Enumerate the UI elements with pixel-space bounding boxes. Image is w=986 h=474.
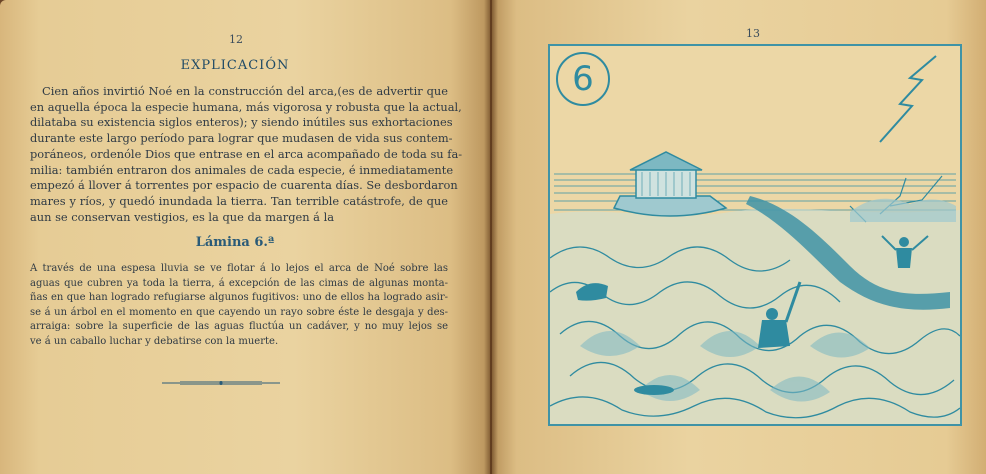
flood-illustration — [548, 44, 962, 426]
ornamental-rule — [160, 380, 282, 386]
text-line: durante este largo período para lograr que mudasen de vida sus contem- — [30, 131, 453, 146]
text-line: aguas que cubren ya toda la tierra, á excepción de las cimas de algunas monta- — [30, 277, 448, 289]
text-line: en aquella época la especie humana, más vigorosa y robusta que la actual, — [30, 99, 462, 114]
text-line: ñas en que han logrado refugiarse algunos fugitivos: uno de ellos ha logrado asir- — [30, 292, 448, 304]
plate-description-paragraph — [30, 262, 448, 350]
plate-subheading: Lámina 6.ª — [195, 235, 275, 250]
text-line: aun se conservan vestigios, es la que da margen á la — [30, 209, 335, 224]
text-line: ve á un caballo luchar y debatirse con la muerte. — [30, 335, 279, 347]
text-line: dilataba su existencia siglos enteros); y siendo inútiles sus exhortaciones — [30, 115, 453, 130]
text-line: arraiga: sobre la superficie de las aguas fluctúa un cadáver, y no muy lejos se — [30, 321, 448, 333]
text-line: poráneos, ordenóle Dios que entrase en el arca acompañado de toda su fa- — [30, 146, 463, 161]
page-number-left: 12 — [229, 33, 243, 46]
page-heading: EXPLICACIÓN — [180, 58, 290, 73]
text-line: se á un árbol en el momento en que cayendo un rayo sobre éste le desgaja y des- — [30, 306, 448, 318]
book-gutter — [484, 0, 498, 474]
flood-scene-svg — [550, 46, 960, 424]
text-line: milia: también entraron dos animales de cada especie, é inmediatamente — [30, 162, 454, 177]
text-line: mares y ríos, y quedó inundada la tierra. Tan terrible catástrofe, de que — [30, 193, 448, 208]
left-page — [0, 0, 490, 474]
plate-number-badge: 6 — [556, 52, 610, 106]
text-line: empezó á llover á torrentes por espacio de cuarenta días. Se desbordaron — [30, 178, 458, 193]
explanation-paragraph — [30, 84, 463, 225]
text-line: Cien años invirtió Noé en la construcción del arca,(es de advertir que — [42, 84, 448, 98]
page-number-right: 13 — [746, 27, 760, 40]
floating-body-figure — [634, 385, 674, 395]
text-line: A través de una espesa lluvia se ve flotar á lo lejos el arca de Noé sobre las — [30, 263, 448, 274]
